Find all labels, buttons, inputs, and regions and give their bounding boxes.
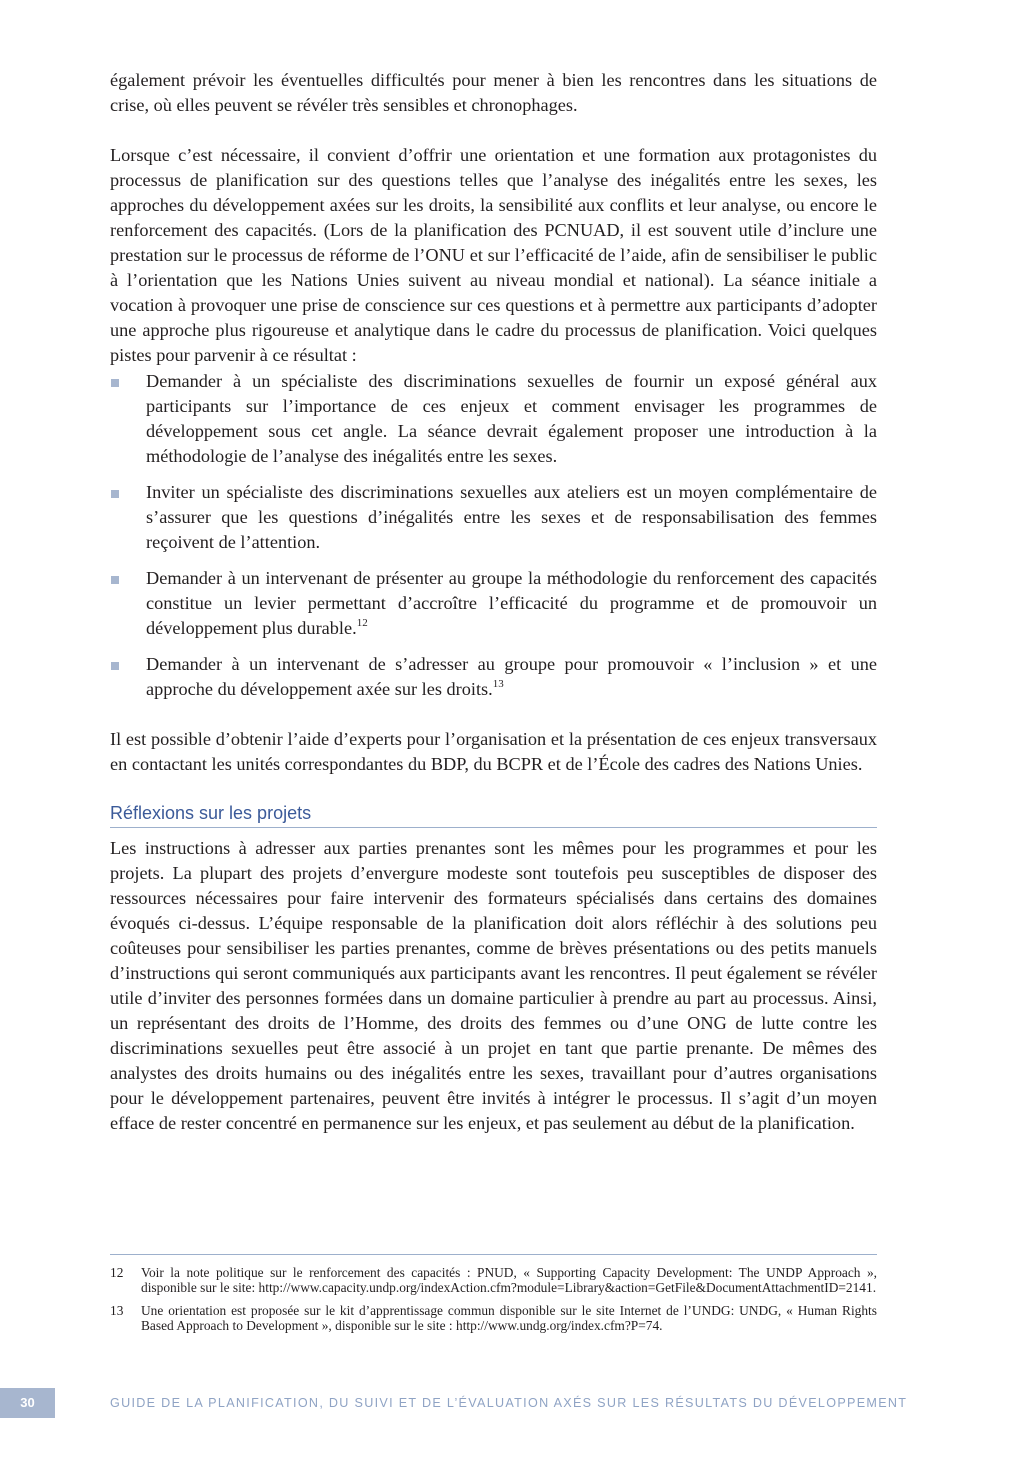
- list-item: [110, 480, 877, 555]
- page-content: [110, 68, 877, 1136]
- running-title: GUIDE DE LA PLANIFICATION, DU SUIVI ET DE L’ÉVALUATION AXÉS SUR LES RÉSULTATS DU DÉVELOPPEMENT: [110, 1396, 908, 1410]
- list-item: [110, 566, 877, 641]
- footnotes: [110, 1266, 877, 1342]
- square-bullet-icon: [111, 490, 119, 498]
- square-bullet-icon: [111, 379, 119, 387]
- footnote: [110, 1304, 877, 1333]
- bullet-text: Demander à un intervenant de présenter au groupe la méthodologie du renforcement des capacités constitue un levier permettant d’accroître l’efficacité du programme et de promouvoir un développement plus durable.: [146, 568, 877, 638]
- footnote-ref[interactable]: 13: [492, 677, 504, 690]
- paragraph-orientation-training: Lorsque c’est nécessaire, il convient d’offrir une orientation et une formation aux protagonistes du processus de planification sur des questions telles que l’analyse des inégalités entre les sexes, les approches du développement axées sur les droits, la sensibilité aux conflits et leur analyse, ou encore le renforcement des capacités. (Lors de la planification des PCNUAD, il est souvent utile d’inclure une prestation sur le processus de réforme de l’ONU et sur l’efficacité de l’aide, afin de sensibiliser le public à l’orientation que les Nations Unies suivent au niveau mondial et national). La séance initiale a vocation à provoquer une prise de conscience sur ces questions et à permettre aux participants d’adopter une approche plus rigoureuse et analytique dans le cadre du processus de planification. Voici quelques pistes pour parvenir à ce résultat :: [110, 145, 877, 365]
- footnote-divider: [110, 1254, 877, 1255]
- footnote-number: 13: [110, 1303, 124, 1318]
- square-bullet-icon: [111, 576, 119, 584]
- paragraph-projects: Les instructions à adresser aux parties prenantes sont les mêmes pour les programmes et pour les projets. La plupart des projets d’envergure modeste sont toutefois peu susceptibles de disposer des ressources nécessaires pour faire intervenir des formateurs spécialisés dans certains des domaines évoqués ci-dessus. L’équipe responsable de la planification doit alors réfléchir à des solutions peu coûteuses pour sensibiliser les parties prenantes, comme de brèves présentations ou des petits manuels d’instructions qui seront communiqués aux participants avant les rencontres. Il peut également se révéler utile d’inviter des personnes formées dans un domaine particulier à prendre au part au processus. Ainsi, un représentant des droits de l’Homme, des droits des femmes ou d’une ONG de lutte contre les discriminations sexuelles peut être associé à un projet en tant que partie prenante. De mêmes des analystes des droits humains ou des inégalités entre les sexes, travaillant pour d’autres organisations pour le développement partenaires, peuvent être invités à intégrer le processus. Il s’agit d’un moyen efface de rester concentré en permanence sur les enjeux, et pas seulement au début de la planification.: [110, 838, 877, 1133]
- footnote: [110, 1266, 877, 1295]
- bullet-text: Inviter un spécialiste des discriminations sexuelles aux ateliers est un moyen complémentaire de s’assurer que les questions d’inégalités entre les sexes et de responsabilisation des femmes reçoivent de l’attention.: [146, 482, 877, 552]
- paragraph-experts: Il est possible d’obtenir l’aide d’experts pour l’organisation et la présentation de ces enjeux transversaux en contactant les unités correspondantes du BDP, du BCPR et de l’École des cadres des Nations Unies.: [110, 729, 877, 774]
- square-bullet-icon: [111, 662, 119, 670]
- footnote-text: Voir la note politique sur le renforcement des capacités : PNUD, « Supporting Capacity Development: The UNDP Approach », disponible sur le site: http://www.capacity.undp.org/indexAction.cfm?module=Library&action=GetFile&DocumentAttachmentID=2141.: [141, 1265, 877, 1295]
- paragraph-intro-continued: également prévoir les éventuelles difficultés pour mener à bien les rencontres dans les situations de crise, où elles peuvent se révéler très sensibles et chronophages.: [110, 70, 877, 115]
- bullet-text: Demander à un spécialiste des discriminations sexuelles de fournir un exposé général aux participants sur l’importance de ces enjeux et comment envisager les programmes de développement sous cet angle. La séance devrait également proposer une introduction à la méthodologie de l’analyse des inégalités entre les sexes.: [146, 371, 877, 466]
- bullet-text: Demander à un intervenant de s’adresser au groupe pour promouvoir « l’inclusion » et une approche du développement axée sur les droits.: [146, 654, 877, 699]
- list-item: [110, 369, 877, 469]
- bullet-list: [110, 369, 877, 702]
- page-number: 30: [0, 1388, 55, 1418]
- footnote-ref[interactable]: 12: [356, 616, 368, 629]
- footnote-number: 12: [110, 1265, 124, 1280]
- section-heading: Réflexions sur les projets: [110, 801, 877, 828]
- list-item: [110, 652, 877, 702]
- footnote-text: Une orientation est proposée sur le kit d’apprentissage commun disponible sur le site Internet de l’UNDG: UNDG, « Human Rights Based Approach to Development », disponible sur le site : http://www.undg.org/index.cfm?P=74.: [141, 1303, 877, 1333]
